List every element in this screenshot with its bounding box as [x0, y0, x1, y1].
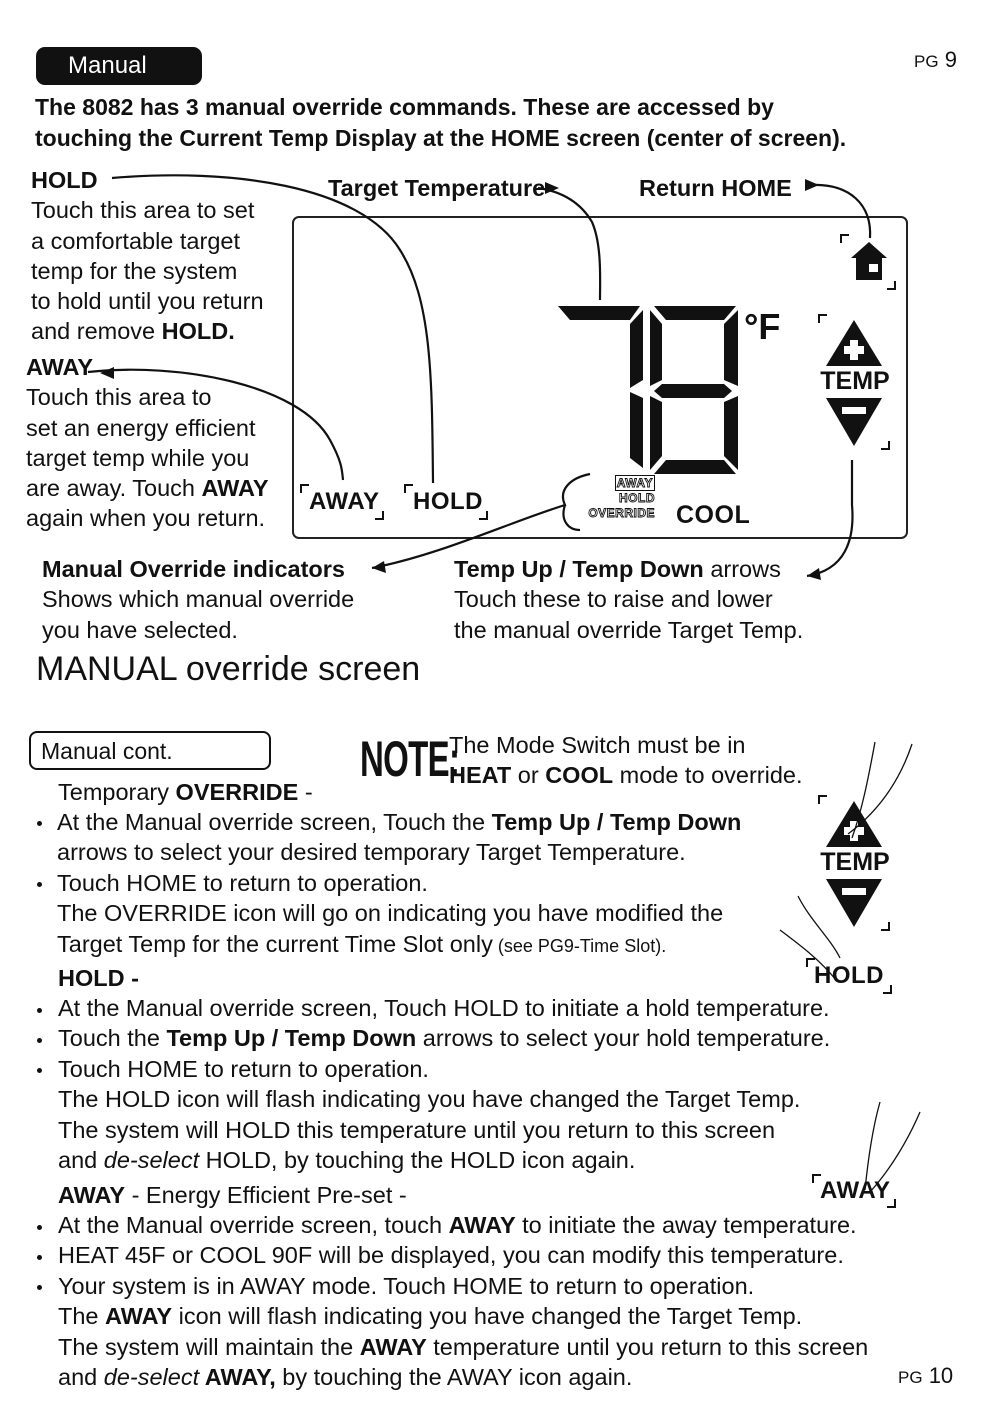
hold-button[interactable]: HOLD: [404, 484, 488, 520]
temp-up-arrow-icon: [824, 799, 884, 849]
temp-down-arrow-icon: [824, 877, 884, 929]
section-tab-manual: Manual: [36, 47, 202, 85]
temperature-unit: °F: [744, 306, 781, 347]
side-temp-label: TEMP: [820, 848, 890, 876]
note-label: NOTE:: [360, 731, 460, 787]
indicator-override: OVERRIDE: [588, 506, 655, 520]
away-steps: At the Manual override screen, touch AWAY to initiate the away temperature. HEAT 45F or COOL 90F will be displayed, you can modify this temperature. Your system is in AWAY mode. Touch HOME to return to operation. The AWAY icon will flash indicating you have changed the Target Temp. The system will maintain the AWAY temperature until you return to this screen and de-select AWAY, by touching the AWAY icon again.: [58, 1212, 869, 1391]
bullet: [37, 1285, 42, 1290]
bullet: [37, 1255, 42, 1260]
screen-title: MANUAL override screen: [36, 650, 421, 688]
target-temperature-label: Target Temperature: [328, 175, 546, 201]
bullet: [37, 1008, 42, 1013]
section-tab-manual-cont: Manual cont.: [29, 731, 271, 770]
home-button[interactable]: [840, 234, 896, 290]
bullet: [37, 1225, 42, 1230]
side-away-icon: AWAY: [812, 1174, 896, 1208]
away-heading: AWAY - Energy Efficient Pre-set -: [58, 1182, 407, 1208]
page-number-10: PG 10: [898, 1363, 954, 1388]
bullet: [37, 821, 42, 826]
note-text: The Mode Switch must be in HEAT or COOL mode to override.: [449, 732, 803, 789]
away-callout: AWAY Touch this area to set an energy efficient target temp while you are away. Touch AWAY again when you return.: [26, 354, 269, 532]
override-indicators: [579, 476, 655, 521]
hold-heading: HOLD -: [58, 965, 139, 991]
indicator-away: AWAY: [616, 476, 653, 490]
temp-override-steps: At the Manual override screen, Touch the Temp Up / Temp Down arrows to select your desired temporary Target Temperature. Touch HOME to return to operation. The OVERRIDE icon will go on indicating you have modified the Target Temp for the current Time Slot only (see PG9-Time Slot).: [57, 809, 742, 957]
page-number: PG 9: [914, 47, 957, 72]
temp-override-heading: Temporary OVERRIDE -: [58, 779, 313, 805]
current-temperature-digits[interactable]: [550, 300, 750, 480]
temp-label: TEMP: [820, 367, 890, 395]
bullet: [37, 882, 42, 887]
away-callout-title: AWAY: [26, 354, 94, 380]
mode-indicator: COOL: [676, 501, 751, 529]
home-icon: [849, 240, 889, 282]
intro-text: The 8082 has 3 manual override commands. These are accessed by touching the Current Temp Display at the HOME screen (center of screen).: [35, 94, 847, 151]
away-button[interactable]: AWAY: [300, 484, 384, 520]
indicator-hold: HOLD: [619, 491, 655, 505]
bullet: [37, 1038, 42, 1043]
side-hold-icon: HOLD: [806, 958, 892, 994]
hold-steps: At the Manual override screen, Touch HOLD to initiate a hold temperature. Touch the Temp Up / Temp Down arrows to select your hold temperature. Touch HOME to return to operation. The HOLD icon will flash indicating you have changed the Target Temp. The system will HOLD this temperature until you return to this screen and de-select HOLD, by touching the HOLD icon again.: [58, 995, 831, 1174]
return-home-label: Return HOME: [639, 175, 792, 201]
hold-callout: HOLD Touch this area to set a comfortable target temp for the system to hold until you return and remove HOLD.: [31, 167, 264, 345]
override-indicators-callout: Manual Override indicators Shows which manual override you have selected.: [42, 556, 355, 643]
temp-arrows-callout: Temp Up / Temp Down arrows Touch these to raise and lower the manual override Target Temp.: [454, 556, 804, 643]
temp-up-arrow-icon[interactable]: [824, 318, 884, 368]
bullet: [37, 1068, 42, 1073]
temp-down-arrow-icon[interactable]: [824, 396, 884, 448]
temp-up-down-control: [818, 312, 890, 450]
side-temp-control: [818, 793, 890, 931]
hold-callout-title: HOLD: [31, 167, 98, 193]
